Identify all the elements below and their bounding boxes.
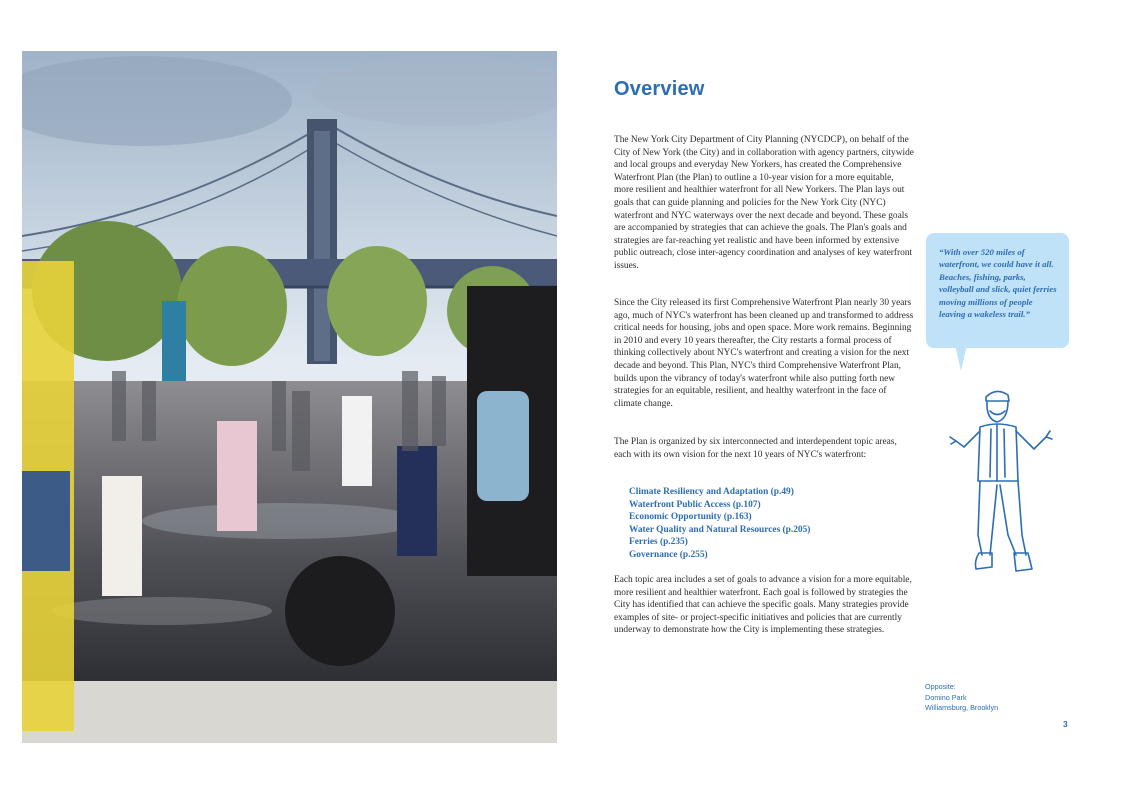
topic-item[interactable]: Economic Opportunity (p.163) [629,512,752,523]
quote-text: “With over 520 miles of waterfront, we could have it all. Beaches, fishing, parks, volleyball and slick, quiet ferries moving millions of people leaving a wakeless trail.” [939,247,1057,320]
caption-label: Opposite: [925,682,956,691]
organization-paragraph: The Plan is organized by six interconnected and interdependent topic areas, each with its own vision for the next 10 years of NYC's waterfront: [614,437,897,460]
topic-list [629,486,810,562]
topic-item[interactable]: Governance (p.255) [629,549,708,560]
intro-paragraph: The New York City Department of City Planning (NYCDCP), on behalf of the City of New York (the City) and in collaboration with agency partners, citywide and local groups and everyday New Yorkers, has created the Comprehensive Waterfront Plan (the Plan) to outline a 10-year vision for a more equitable, more resilient and healthier waterfront for all New Yorkers. The Plan lays out goals that can guide planning and policies for the New York City (NYC) waterfront and NYC waterways over the next decade and beyond. These goals are accompanied by strategies that can achieve the goals. The Plan's goals and strategies are far-reaching yet realistic and have been informed by extensive public outreach, close inter-agency coordination and analyses of key waterfront issues. [614,135,914,271]
domino-park-photo [22,51,557,743]
topic-item[interactable]: Climate Resiliency and Adaptation (p.49) [629,487,794,497]
person-illustration-icon [946,385,1056,580]
page-number: 3 [1063,719,1068,729]
speech-bubble-tail [955,345,967,371]
goals-paragraph: Each topic area includes a set of goals to advance a vision for a more equitable, more resilient and healthier waterfront. Each goal is followed by strategies the City has identified that can achieve the specific goals. Many strategies provide examples of site- or project-specific initiatives and policies that are currently underway to demonstrate how the City is implementing these strategies. [614,575,912,636]
caption-location: Williamsburg, Brooklyn [925,703,999,712]
photo-illustration [22,51,557,743]
topic-item[interactable]: Ferries (p.235) [629,537,688,548]
history-paragraph: Since the City released its first Comprehensive Waterfront Plan nearly 30 years ago, much of NYC's waterfront has been cleaned up and transformed to address critical needs for housing, jobs and open space. More work remains. Beginning in 2010 and every 10 years thereafter, the City restarts a formal process of thinking collectively about NYC's waterfront and creating a vision for the next decade and beyond. This Plan, NYC's third Comprehensive Waterfront Plan, builds upon the vibrancy of today's waterfront while also putting forth new strategies for an equitable, resilient, and healthy waterfront in the face of climate change. [614,298,914,409]
topic-item[interactable]: Waterfront Public Access (p.107) [629,499,761,510]
photo-caption [925,682,998,714]
caption-place: Domino Park [925,692,967,702]
topic-item[interactable]: Water Quality and Natural Resources (p.205) [629,524,811,535]
page-title: Overview [614,78,705,100]
